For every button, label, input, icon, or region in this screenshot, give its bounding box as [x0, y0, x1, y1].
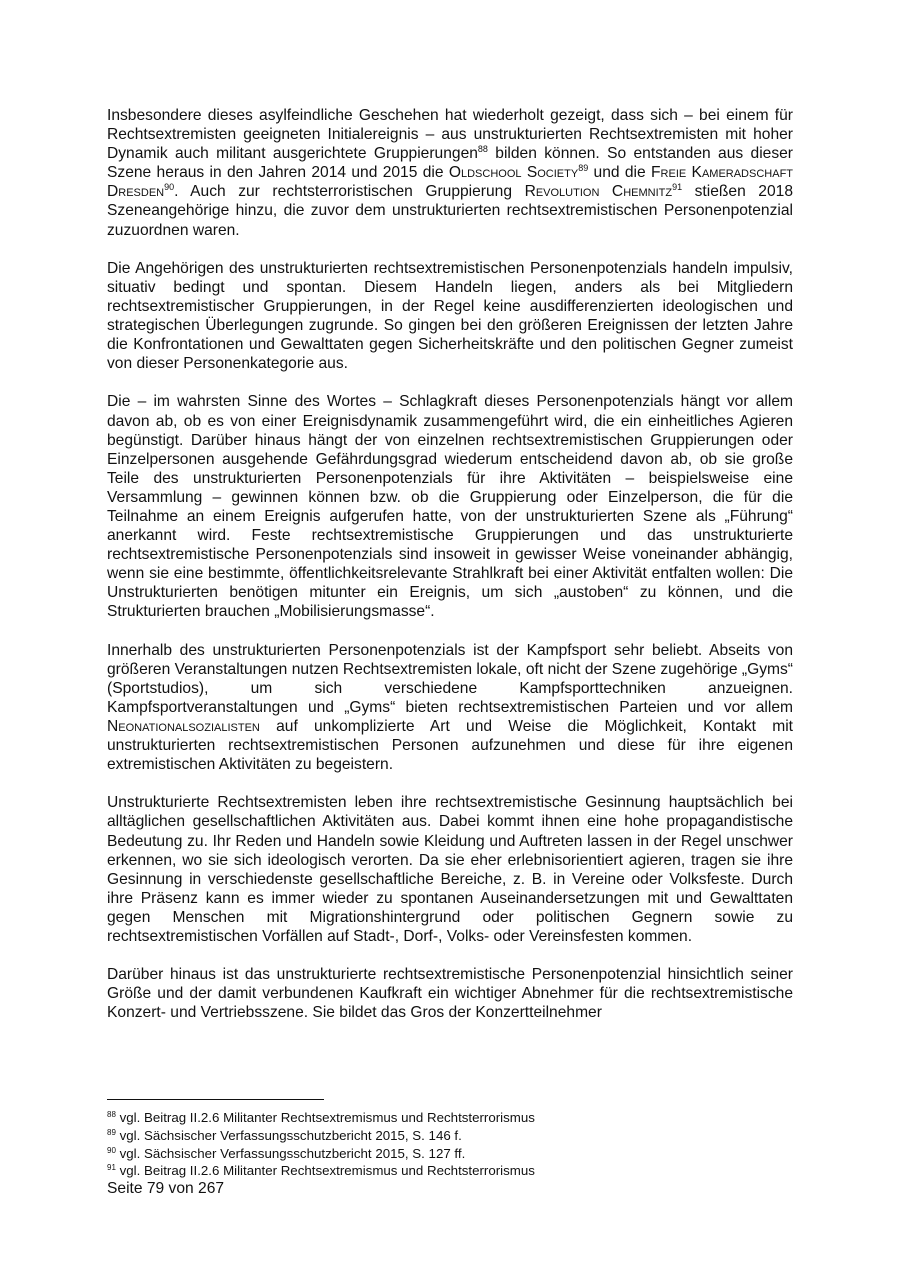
footnote-number: 88	[107, 1110, 116, 1119]
footnote-text: vgl. Beitrag II.2.6 Militanter Rechtsextremismus und Rechtsterrorismus	[115, 1163, 535, 1179]
paragraph-2: Die Angehörigen des unstrukturierten rechtsextremistischen Personenpotenzials handeln impulsiv, situativ bedingt und spontan. Diesem Handeln liegen, anders als bei Mitgliedern rechtsextremistischer Gruppierungen, in der Regel keine ausdifferenzierten ideologischen und strategischen Überlegungen zugrunde. So gingen bei den größeren Ereignissen der letzten Jahre die Konfrontationen und Gewalttaten gegen Sicherheitskräfte und den politischen Gegner zumeist von dieser Personenkategorie aus.	[107, 259, 793, 373]
paragraph-1-text-e: stießen 2018 Szeneangehörige hinzu, die zuvor dem unstrukturierten rechtsextremistischen Personenpotenzial zuzuordnen waren.	[107, 183, 793, 239]
paragraph-1-text-a: Insbesondere dieses asylfeindliche Geschehen hat wiederholt gezeigt, dass sich – bei einem für Rechtsextremisten geeigneten Initialereignis – aus unstrukturierten Rechtsextremisten mit hoher Dynamik auch militant ausgerichtete Gruppierungen	[107, 107, 793, 163]
footnote-text: vgl. Beitrag II.2.6 Militanter Rechtsextremismus und Rechtsterrorismus	[115, 1110, 535, 1125]
paragraph-1	[107, 106, 793, 240]
body-text	[107, 106, 793, 1042]
paragraph-1-text-d: . Auch zur rechtsterroristischen Gruppierung	[174, 183, 525, 201]
footnote-text: vgl. Sächsischer Verfassungsschutzbericht 2015, S. 146 f.	[115, 1127, 462, 1143]
footnote-ref-88[interactable]: 88	[477, 144, 488, 155]
footnote-91	[107, 1162, 793, 1180]
paragraph-6: Darüber hinaus ist das unstrukturierte rechtsextremistische Personenpotenzial hinsichtlich seiner Größe und der damit verbundenen Kaufkraft ein wichtiger Abnehmer für die rechtsextremistische Konzert- und Vertriebsszene. Sie bildet das Gros der Konzertteilnehmer	[107, 966, 793, 1022]
footnote-number: 89	[107, 1127, 116, 1137]
footnotes-section	[107, 1099, 793, 1198]
paragraph-1-text-b: bilden können. So entstanden aus dieser Szene heraus in den Jahren 2014 und 2015 die	[107, 145, 793, 182]
paragraph-3: Die – im wahrsten Sinne des Wortes – Schlagkraft dieses Personenpotenzials hängt vor allem davon ab, ob es von einer Ereignisdynamik zusammengeführt wird, die ein einheitliches Agieren begünstigt. Darüber hinaus hängt der von einzelnen rechtsextremistischen Gruppierungen oder Einzelpersonen ausgehende Gefährdungsgrad wiederum entscheidend davon ab, ob sie große Teile des unstrukturierten Personenpotenzials für ihre Aktivitäten – beispielsweise eine Versammlung – gewinnen können bzw. ob die Gruppierung oder Einzelperson, die für die Teilnahme an einem Ereignis aufgerufen hatte, von der unstrukturierten Szene als „Führung“ anerkannt wird. Feste rechtsextremistische Gruppierungen und das unstrukturierte rechtsextremistische Personenpotenzials sind insoweit in gewisser Weise voneinander abhängig, wenn sie eine bestimmte, öffentlichkeitsrelevante Strahlkraft bei einer Aktivität entfalten wollen: Die Unstrukturierten benötigen mitunter ein Ereignis, um sich „austoben“ zu können, und die Strukturierten brauchen „Mobilisierungsmasse“.	[107, 393, 793, 621]
footnote-number: 90	[107, 1145, 116, 1155]
footnote-88	[107, 1109, 793, 1127]
footnote-ref-89[interactable]: 89	[578, 163, 589, 174]
footnote-text: vgl. Sächsischer Verfassungsschutzbericht 2015, S. 127 ff.	[115, 1145, 466, 1161]
paragraph-4-text-a: Innerhalb des unstrukturierten Personenpotenzials ist der Kampfsport sehr beliebt. Abseits von größeren Veranstaltungen nutzen Rechtsextremisten lokale, oft nicht der Szene zugehörige „Gyms“ (Sportstudios), um sich verschiedene Kampfsporttechniken anzueignen. Kampfsportveranstaltungen und „Gyms“ bieten rechtsextremistischen Parteien und vor allem	[107, 641, 793, 716]
org-name-freie-kameradschaft-dresden: Freie Kameradschaft Dresden	[107, 164, 794, 201]
paragraph-5: Unstrukturierte Rechtsextremisten leben ihre rechtsextremistische Gesinnung hauptsächlich bei alltäglichen gesellschaftlichen Aktivitäten aus. Dabei kommt ihnen eine hohe propagandistische Bedeutung zu. Ihr Reden und Handeln sowie Kleidung und Auftreten lassen in der Regel unschwer erkennen, wo sie sich ideologisch verorten. Da sie eher erlebnisorientiert agieren, tragen sie ihre Gesinnung in verschiedenste gesellschaftliche Bereiche, z. B. in Vereine oder Volksfeste. Durch ihre Präsenz kann es immer wieder zu spontanen Auseinandersetzungen mit und Gewalttaten gegen Menschen mit Migrationshintergrund oder politischen Gegnern sowie zu rechtsextremistischen Vorfällen auf Stadt-, Dorf-, Volks- oder Vereinsfesten kommen.	[107, 794, 793, 946]
footnote-89	[107, 1127, 793, 1145]
org-name-oldschool-society: Oldschool Society	[448, 164, 579, 182]
footnote-90	[107, 1145, 793, 1163]
page-number: Seite 79 von 267	[107, 1180, 225, 1198]
paragraph-4	[107, 641, 793, 775]
paragraph-1-text-c: und die	[588, 164, 652, 182]
org-name-revolution-chemnitz: Revolution Chemnitz	[524, 183, 673, 201]
paragraph-4-text-b: auf unkomplizierte Art und Weise die Möglichkeit, Kontakt mit unstrukturierten rechtsextremistischen Personen aufzunehmen und diese für ihre eigenen extremistischen Aktivitäten zu begeistern.	[107, 718, 793, 774]
footnote-divider	[107, 1099, 324, 1100]
org-name-neonationalsozialisten: Neonationalsozialisten	[107, 718, 260, 735]
footnote-ref-91[interactable]: 91	[672, 182, 683, 193]
footnote-ref-90[interactable]: 90	[164, 182, 175, 193]
footnote-number: 91	[107, 1163, 116, 1173]
